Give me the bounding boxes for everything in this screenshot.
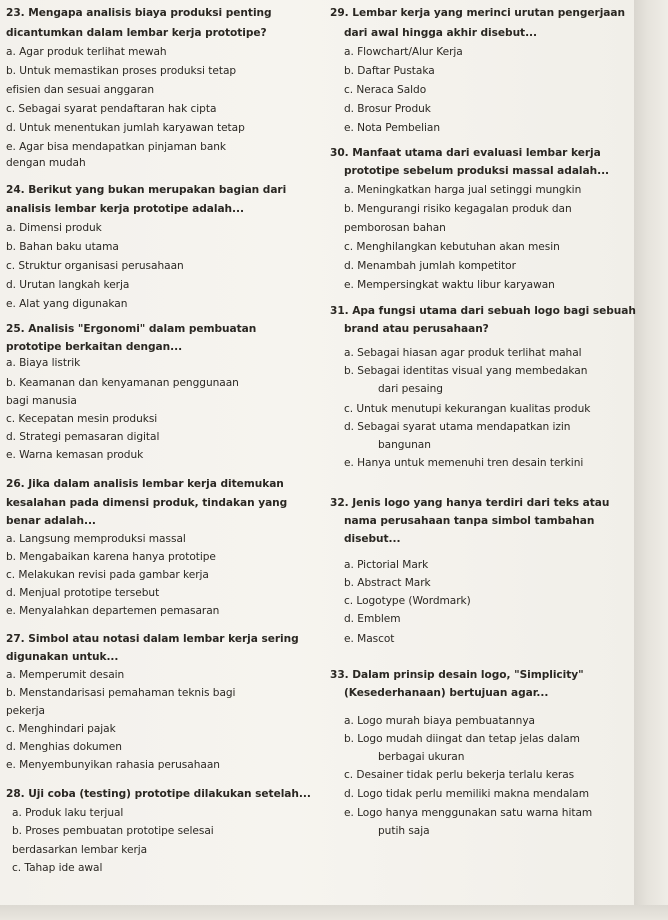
question-text-line: 31. Apa fungsi utama dari sebuah logo bagi sebuah (330, 305, 636, 317)
question-text-line: 26. Jika dalam analisis lembar kerja ditemukan (6, 478, 284, 490)
answer-option-line: berbagai ukuran (378, 751, 465, 763)
answer-option-line: b. Abstract Mark (344, 577, 431, 589)
question-text-line: analisis lembar kerja prototipe adalah... (6, 203, 244, 215)
answer-option-line: e. Alat yang digunakan (6, 298, 128, 310)
answer-option-line: c. Desainer tidak perlu bekerja terlalu keras (344, 769, 575, 781)
answer-option-line: putih saja (378, 825, 430, 837)
question-text-line: prototipe berkaitan dengan... (6, 341, 183, 353)
page-bottom-edge (0, 905, 668, 920)
answer-option-line: b. Menstandarisasi pemahaman teknis bagi (6, 687, 236, 699)
answer-option-line: efisien dan sesuai anggaran (6, 84, 154, 96)
answer-option-line: e. Nota Pembelian (344, 122, 441, 134)
answer-option-line: a. Dimensi produk (6, 222, 102, 234)
page-edge-shadow (634, 0, 668, 920)
answer-option-line: c. Sebagai syarat pendaftaran hak cipta (6, 103, 217, 115)
answer-option-line: d. Logo tidak perlu memiliki makna mendalam (344, 788, 589, 800)
answer-option-line: a. Logo murah biaya pembuatannya (344, 715, 535, 727)
answer-option-line: a. Sebagai hiasan agar produk terlihat mahal (344, 347, 582, 359)
answer-option-line: c. Tahap ide awal (12, 862, 103, 874)
answer-option-line: e. Menyalahkan departemen pemasaran (6, 605, 220, 617)
answer-option-line: berdasarkan lembar kerja (12, 844, 148, 856)
answer-option-line: c. Struktur organisasi perusahaan (6, 260, 184, 272)
question-text-line: 30. Manfaat utama dari evaluasi lembar kerja (330, 147, 601, 159)
answer-option-line: e. Mascot (344, 633, 395, 645)
answer-option-line: dengan mudah (6, 157, 86, 169)
question-text-line: 24. Berikut yang bukan merupakan bagian dari (6, 184, 287, 196)
answer-option-line: d. Strategi pemasaran digital (6, 431, 160, 443)
answer-option-line: b. Mengurangi risiko kegagalan produk dan (344, 203, 572, 215)
answer-option-line: c. Menghilangkan kebutuhan akan mesin (344, 241, 560, 253)
answer-option-line: a. Biaya listrik (6, 357, 81, 369)
question-text-line: 29. Lembar kerja yang merinci urutan pengerjaan (330, 7, 625, 19)
question-text-line: 25. Analisis "Ergonomi" dalam pembuatan (6, 323, 257, 335)
answer-option-line: c. Melakukan revisi pada gambar kerja (6, 569, 209, 581)
question-text-line: (Kesederhanaan) bertujuan agar... (344, 687, 549, 699)
answer-option-line: a. Flowchart/Alur Kerja (344, 46, 463, 58)
answer-option-line: e. Menyembunyikan rahasia perusahaan (6, 759, 220, 771)
answer-option-line: c. Untuk menutupi kekurangan kualitas produk (344, 403, 591, 415)
answer-option-line: b. Bahan baku utama (6, 241, 119, 253)
question-text-line: 27. Simbol atau notasi dalam lembar kerja sering (6, 633, 299, 645)
answer-option-line: a. Langsung memproduksi massal (6, 533, 186, 545)
answer-option-line: b. Daftar Pustaka (344, 65, 435, 77)
answer-option-line: b. Mengabaikan karena hanya prototipe (6, 551, 216, 563)
answer-option-line: e. Mempersingkat waktu libur karyawan (344, 279, 555, 291)
answer-option-line: d. Brosur Produk (344, 103, 431, 115)
question-text-line: dicantumkan dalam lembar kerja prototipe? (6, 27, 267, 39)
answer-option-line: b. Sebagai identitas visual yang membedakan (344, 365, 588, 377)
answer-option-line: e. Agar bisa mendapatkan pinjaman bank (6, 141, 227, 153)
answer-option-line: e. Warna kemasan produk (6, 449, 144, 461)
answer-option-line: c. Logotype (Wordmark) (344, 595, 471, 607)
answer-option-line: d. Untuk menentukan jumlah karyawan tetap (6, 122, 245, 134)
answer-option-line: b. Proses pembuatan prototipe selesai (12, 825, 214, 837)
question-text-line: 28. Uji coba (testing) prototipe dilakukan setelah... (6, 788, 311, 800)
answer-option-line: d. Menambah jumlah kompetitor (344, 260, 516, 272)
answer-option-line: dari pesaing (378, 383, 443, 395)
answer-option-line: a. Memperumit desain (6, 669, 125, 681)
answer-option-line: b. Untuk memastikan proses produksi tetap (6, 65, 237, 77)
question-text-line: 32. Jenis logo yang hanya terdiri dari teks atau (330, 497, 610, 509)
question-text-line: prototipe sebelum produksi massal adalah... (344, 165, 610, 177)
answer-option-line: a. Produk laku terjual (12, 807, 124, 819)
answer-option-line: pekerja (6, 705, 45, 717)
question-text-line: benar adalah... (6, 515, 96, 527)
question-text-line: disebut... (344, 533, 401, 545)
answer-option-line: c. Neraca Saldo (344, 84, 427, 96)
answer-option-line: d. Menjual prototipe tersebut (6, 587, 160, 599)
answer-option-line: d. Urutan langkah kerja (6, 279, 130, 291)
question-text-line: digunakan untuk... (6, 651, 119, 663)
answer-option-line: c. Kecepatan mesin produksi (6, 413, 158, 425)
question-text-line: 33. Dalam prinsip desain logo, "Simplicity" (330, 669, 584, 681)
answer-option-line: a. Agar produk terlihat mewah (6, 46, 167, 58)
answer-option-line: b. Keamanan dan kenyamanan penggunaan (6, 377, 239, 389)
answer-option-line: pemborosan bahan (344, 222, 446, 234)
question-text-line: 23. Mengapa analisis biaya produksi penting (6, 7, 272, 19)
answer-option-line: e. Hanya untuk memenuhi tren desain terkini (344, 457, 584, 469)
answer-option-line: a. Meningkatkan harga jual setinggi mungkin (344, 184, 582, 196)
question-text-line: nama perusahaan tanpa simbol tambahan (344, 515, 595, 527)
answer-option-line: d. Emblem (344, 613, 401, 625)
question-text-line: brand atau perusahaan? (344, 323, 489, 335)
answer-option-line: bagi manusia (6, 395, 77, 407)
answer-option-line: c. Menghindari pajak (6, 723, 116, 735)
question-text-line: kesalahan pada dimensi produk, tindakan yang (6, 497, 288, 509)
question-text-line: dari awal hingga akhir disebut... (344, 27, 537, 39)
answer-option-line: bangunan (378, 439, 431, 451)
answer-option-line: d. Sebagai syarat utama mendapatkan izin (344, 421, 571, 433)
answer-option-line: a. Pictorial Mark (344, 559, 429, 571)
answer-option-line: b. Logo mudah diingat dan tetap jelas dalam (344, 733, 580, 745)
answer-option-line: d. Menghias dokumen (6, 741, 122, 753)
answer-option-line: e. Logo hanya menggunakan satu warna hitam (344, 807, 593, 819)
